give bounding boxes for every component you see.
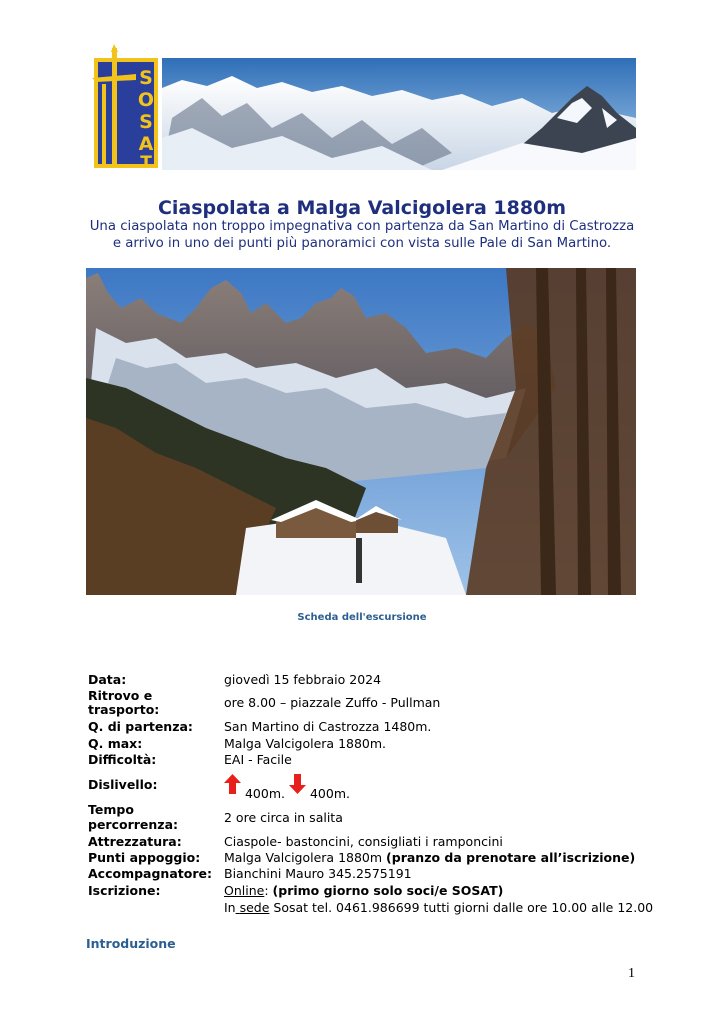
tempo-label-2: percorrenza: [88, 817, 179, 832]
max-value: Malga Valcigolera 1880m. [224, 736, 387, 751]
iscrizione-sede-info: Sosat tel. 0461.986699 tutti giorni dalle ore 10.00 alle 12.00 [273, 900, 654, 915]
page-title: Ciaspolata a Malga Valcigolera 1880m [157, 197, 567, 219]
ritrovo-value: ore 8.00 – piazzale Zuffo - Pullman [224, 695, 441, 710]
iscrizione-in: In [224, 900, 236, 915]
partenza-value: San Martino di Castrozza 1480m. [224, 719, 432, 734]
colon: : [264, 883, 269, 898]
iscrizione-online-note: (primo giorno solo soci/e SOSAT) [272, 883, 504, 898]
punti-value: Malga Valcigolera 1880m [224, 850, 383, 865]
difficolta-value: EAI - Facile [224, 752, 292, 767]
main-mountain-photo [86, 268, 636, 595]
svg-text:O: O [137, 89, 155, 111]
attrezzatura-label: Attrezzatura: [88, 834, 182, 849]
svg-text:S: S [139, 67, 153, 89]
accomp-label: Accompagnatore: [88, 866, 212, 881]
banner-mountain-photo [162, 58, 636, 170]
iscrizione-online-row [224, 884, 503, 898]
iscrizione-online-link[interactable]: Online [224, 883, 265, 898]
subtitle-line-2: e arrivo in uno dei punti più panoramici con vista sulle Pale di San Martino. [112, 236, 612, 251]
ritrovo-label-1: Ritrovo e [88, 688, 153, 703]
max-label: Q. max: [88, 736, 143, 751]
dislivello-label: Dislivello: [88, 777, 158, 792]
svg-text:T: T [140, 153, 152, 170]
arrow-down-icon [289, 774, 306, 794]
intro-heading: Introduzione [86, 936, 176, 951]
subtitle-line-1: Una ciaspolata non troppo impegnativa con partenza da San Martino di Castrozza [89, 219, 635, 234]
arrow-up-icon [224, 774, 241, 794]
svg-text:S: S [139, 111, 153, 133]
punti-note: (pranzo da prenotare all’iscrizione) [386, 850, 636, 865]
sosat-logo [88, 44, 162, 170]
data-value: giovedì 15 febbraio 2024 [224, 672, 382, 687]
iscrizione-sede-link[interactable] [236, 900, 270, 915]
punti-row [224, 851, 635, 865]
attrezzatura-value: Ciaspole- bastoncini, consigliati i ramponcini [224, 834, 503, 849]
iscrizione-label: Iscrizione: [88, 883, 161, 898]
ritrovo-label-2: trasporto: [88, 702, 160, 717]
page-number: 1 [628, 966, 635, 981]
punti-label: Punti appoggio: [88, 850, 201, 865]
data-label: Data: [88, 672, 127, 687]
tempo-value: 2 ore circa in salita [224, 810, 343, 825]
svg-text:A: A [138, 133, 154, 155]
dislivello-value [224, 774, 350, 801]
dislivello-up: 400m. [244, 786, 285, 801]
difficolta-label: Difficoltà: [88, 752, 157, 767]
partenza-label: Q. di partenza: [88, 719, 193, 734]
scheda-label: Scheda dell'escursione [297, 612, 427, 623]
iscrizione-sede-text: sede [239, 900, 270, 915]
iscrizione-sede-row [224, 901, 653, 915]
accomp-value: Bianchini Mauro 345.2575191 [224, 866, 412, 881]
dislivello-down: 400m. [309, 786, 350, 801]
tempo-label-1: Tempo [88, 802, 134, 817]
